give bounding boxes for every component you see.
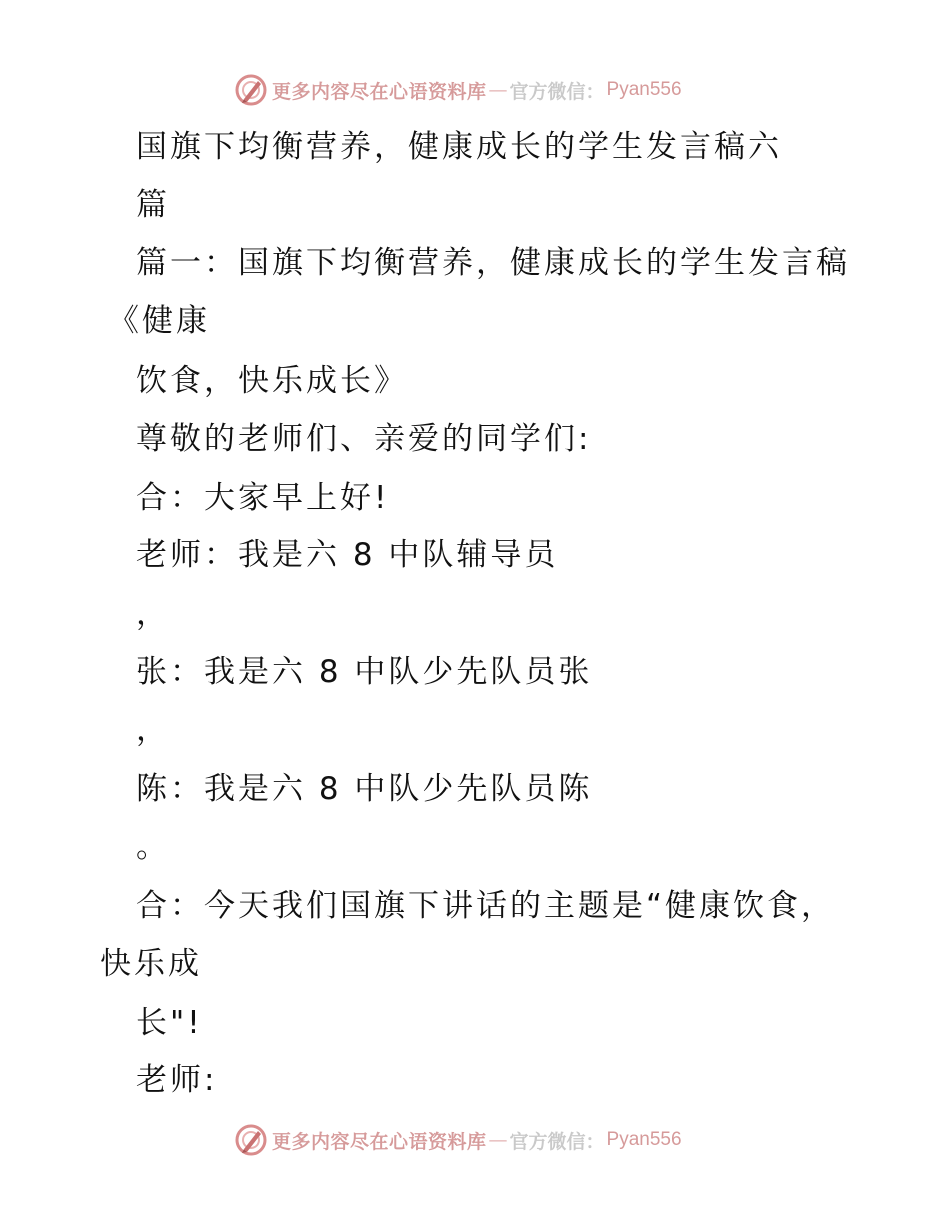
doc-line-3: 篇一：国旗下均衡营养，健康成长的学生发言稿 <box>136 245 850 281</box>
doc-title-line-1: 国旗下均衡营养，健康成长的学生发言稿六 <box>136 129 782 165</box>
doc-line-16: 长"! <box>136 1005 203 1041</box>
doc-line-13: 。 <box>136 829 170 865</box>
header-watermark <box>234 72 682 108</box>
watermark-dash: — <box>488 1129 508 1151</box>
doc-line-15: 快乐成 <box>100 946 202 982</box>
footer-watermark <box>234 1122 682 1158</box>
logo-icon <box>234 1123 268 1157</box>
doc-title-line-2: 篇 <box>136 187 170 223</box>
doc-line-11: ， <box>136 712 170 748</box>
watermark-handle: Pyan556 <box>606 79 682 100</box>
logo-icon <box>234 73 268 107</box>
doc-line-12: 陈：我是六 8 中队少先队员陈 <box>136 771 593 807</box>
watermark-text: 更多内容尽在心语资料库 <box>272 1130 487 1153</box>
doc-line-9: ， <box>136 596 170 632</box>
watermark-handle: Pyan556 <box>606 1129 682 1150</box>
doc-line-6: 尊敬的老师们、亲爱的同学们: <box>136 421 592 457</box>
doc-line-5: 饮食，快乐成长》 <box>136 363 408 399</box>
doc-line-8: 老师：我是六 8 中队辅导员 <box>136 537 559 573</box>
watermark-dash: — <box>488 79 508 101</box>
doc-line-17: 老师: <box>136 1062 218 1098</box>
doc-line-14: 合：今天我们国旗下讲话的主题是“健康饮食， <box>136 888 836 924</box>
watermark-official-label: 官方微信： <box>509 1130 605 1153</box>
watermark-text: 更多内容尽在心语资料库 <box>272 80 487 103</box>
doc-line-10: 张：我是六 8 中队少先队员张 <box>136 654 593 690</box>
doc-line-7: 合：大家早上好! <box>136 480 390 516</box>
watermark-official-label: 官方微信： <box>509 80 605 103</box>
doc-line-4: 《健康 <box>108 303 210 339</box>
